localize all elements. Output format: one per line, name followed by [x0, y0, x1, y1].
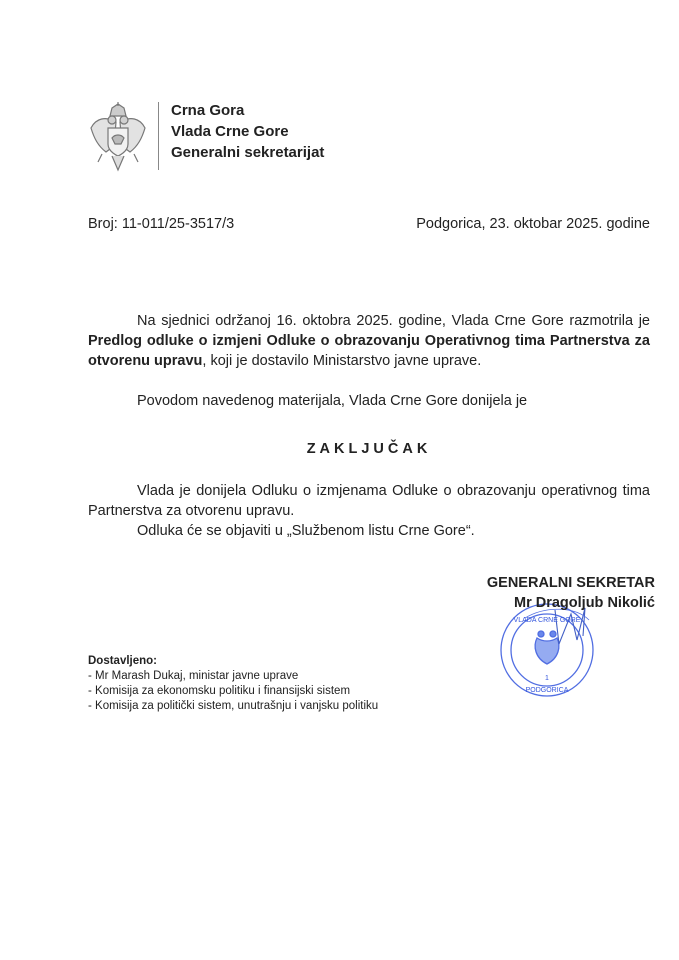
- header-text: [171, 100, 324, 163]
- intro-paragraph: Na sjednici održanoj 16. oktobra 2025. godine, Vlada Crne Gore razmotrila je Predlog odluke o izmjeni Odluke o obrazovanju Operativnog tima Partnerstva za otvorenu upravu, koji je dostavilo Ministarstvo javne uprave.: [88, 313, 650, 369]
- signatory-title: GENERALNI SEKRETAR: [486, 575, 655, 591]
- conclusion-paragraph: Vlada je donijela Odluku o izmjenama Odluke o obrazovanju operativnog tima Partnerstva za otvorenu upravu.: [88, 483, 650, 519]
- country-name: Crna Gora: [171, 102, 245, 119]
- signatory-name: Mr Dragoljub Nikolić: [514, 595, 655, 611]
- place-date: Podgorica, 23. oktobar 2025. godine: [416, 216, 650, 232]
- distribution-item: - Komisija za politički sistem, unutrašnju i vanjsku politiku: [88, 700, 379, 712]
- government-name: Vlada Crne Gore: [171, 123, 289, 140]
- official-stamp-icon: [485, 600, 615, 700]
- distribution-heading: Dostavljeno:: [88, 655, 158, 667]
- letterhead: [88, 100, 324, 180]
- conclusion-title: ZAKLJUČAK: [306, 441, 432, 457]
- distribution-item: - Mr Marash Dukaj, ministar javne uprave: [88, 670, 299, 682]
- svg-text:1: 1: [545, 675, 549, 682]
- svg-text:VLADA CRNE GORE: VLADA CRNE GORE: [513, 617, 581, 624]
- proposal-title: Predlog odluke o izmjeni Odluke o obrazovanju Operativnog tima Partnerstva za otvorenu upravu: [88, 333, 650, 369]
- occasion-paragraph: Povodom navedenog materijala, Vlada Crne Gore donijela je: [137, 393, 528, 409]
- reference-row: [88, 216, 650, 232]
- publication-paragraph: Odluka će se objaviti u „Službenom listu Crne Gore“.: [137, 523, 475, 539]
- office-name: Generalni sekretarijat: [171, 144, 325, 161]
- distribution-item: - Komisija za ekonomsku politiku i finansijski sistem: [88, 685, 351, 697]
- distribution-list: [88, 654, 378, 714]
- reference-number: Broj: 11-011/25-3517/3: [88, 216, 235, 232]
- signature-block: [455, 573, 655, 613]
- svg-text:PODGORICA: PODGORICA: [525, 687, 569, 694]
- montenegro-coat-of-arms-icon: [88, 102, 148, 178]
- header-divider: [158, 102, 159, 170]
